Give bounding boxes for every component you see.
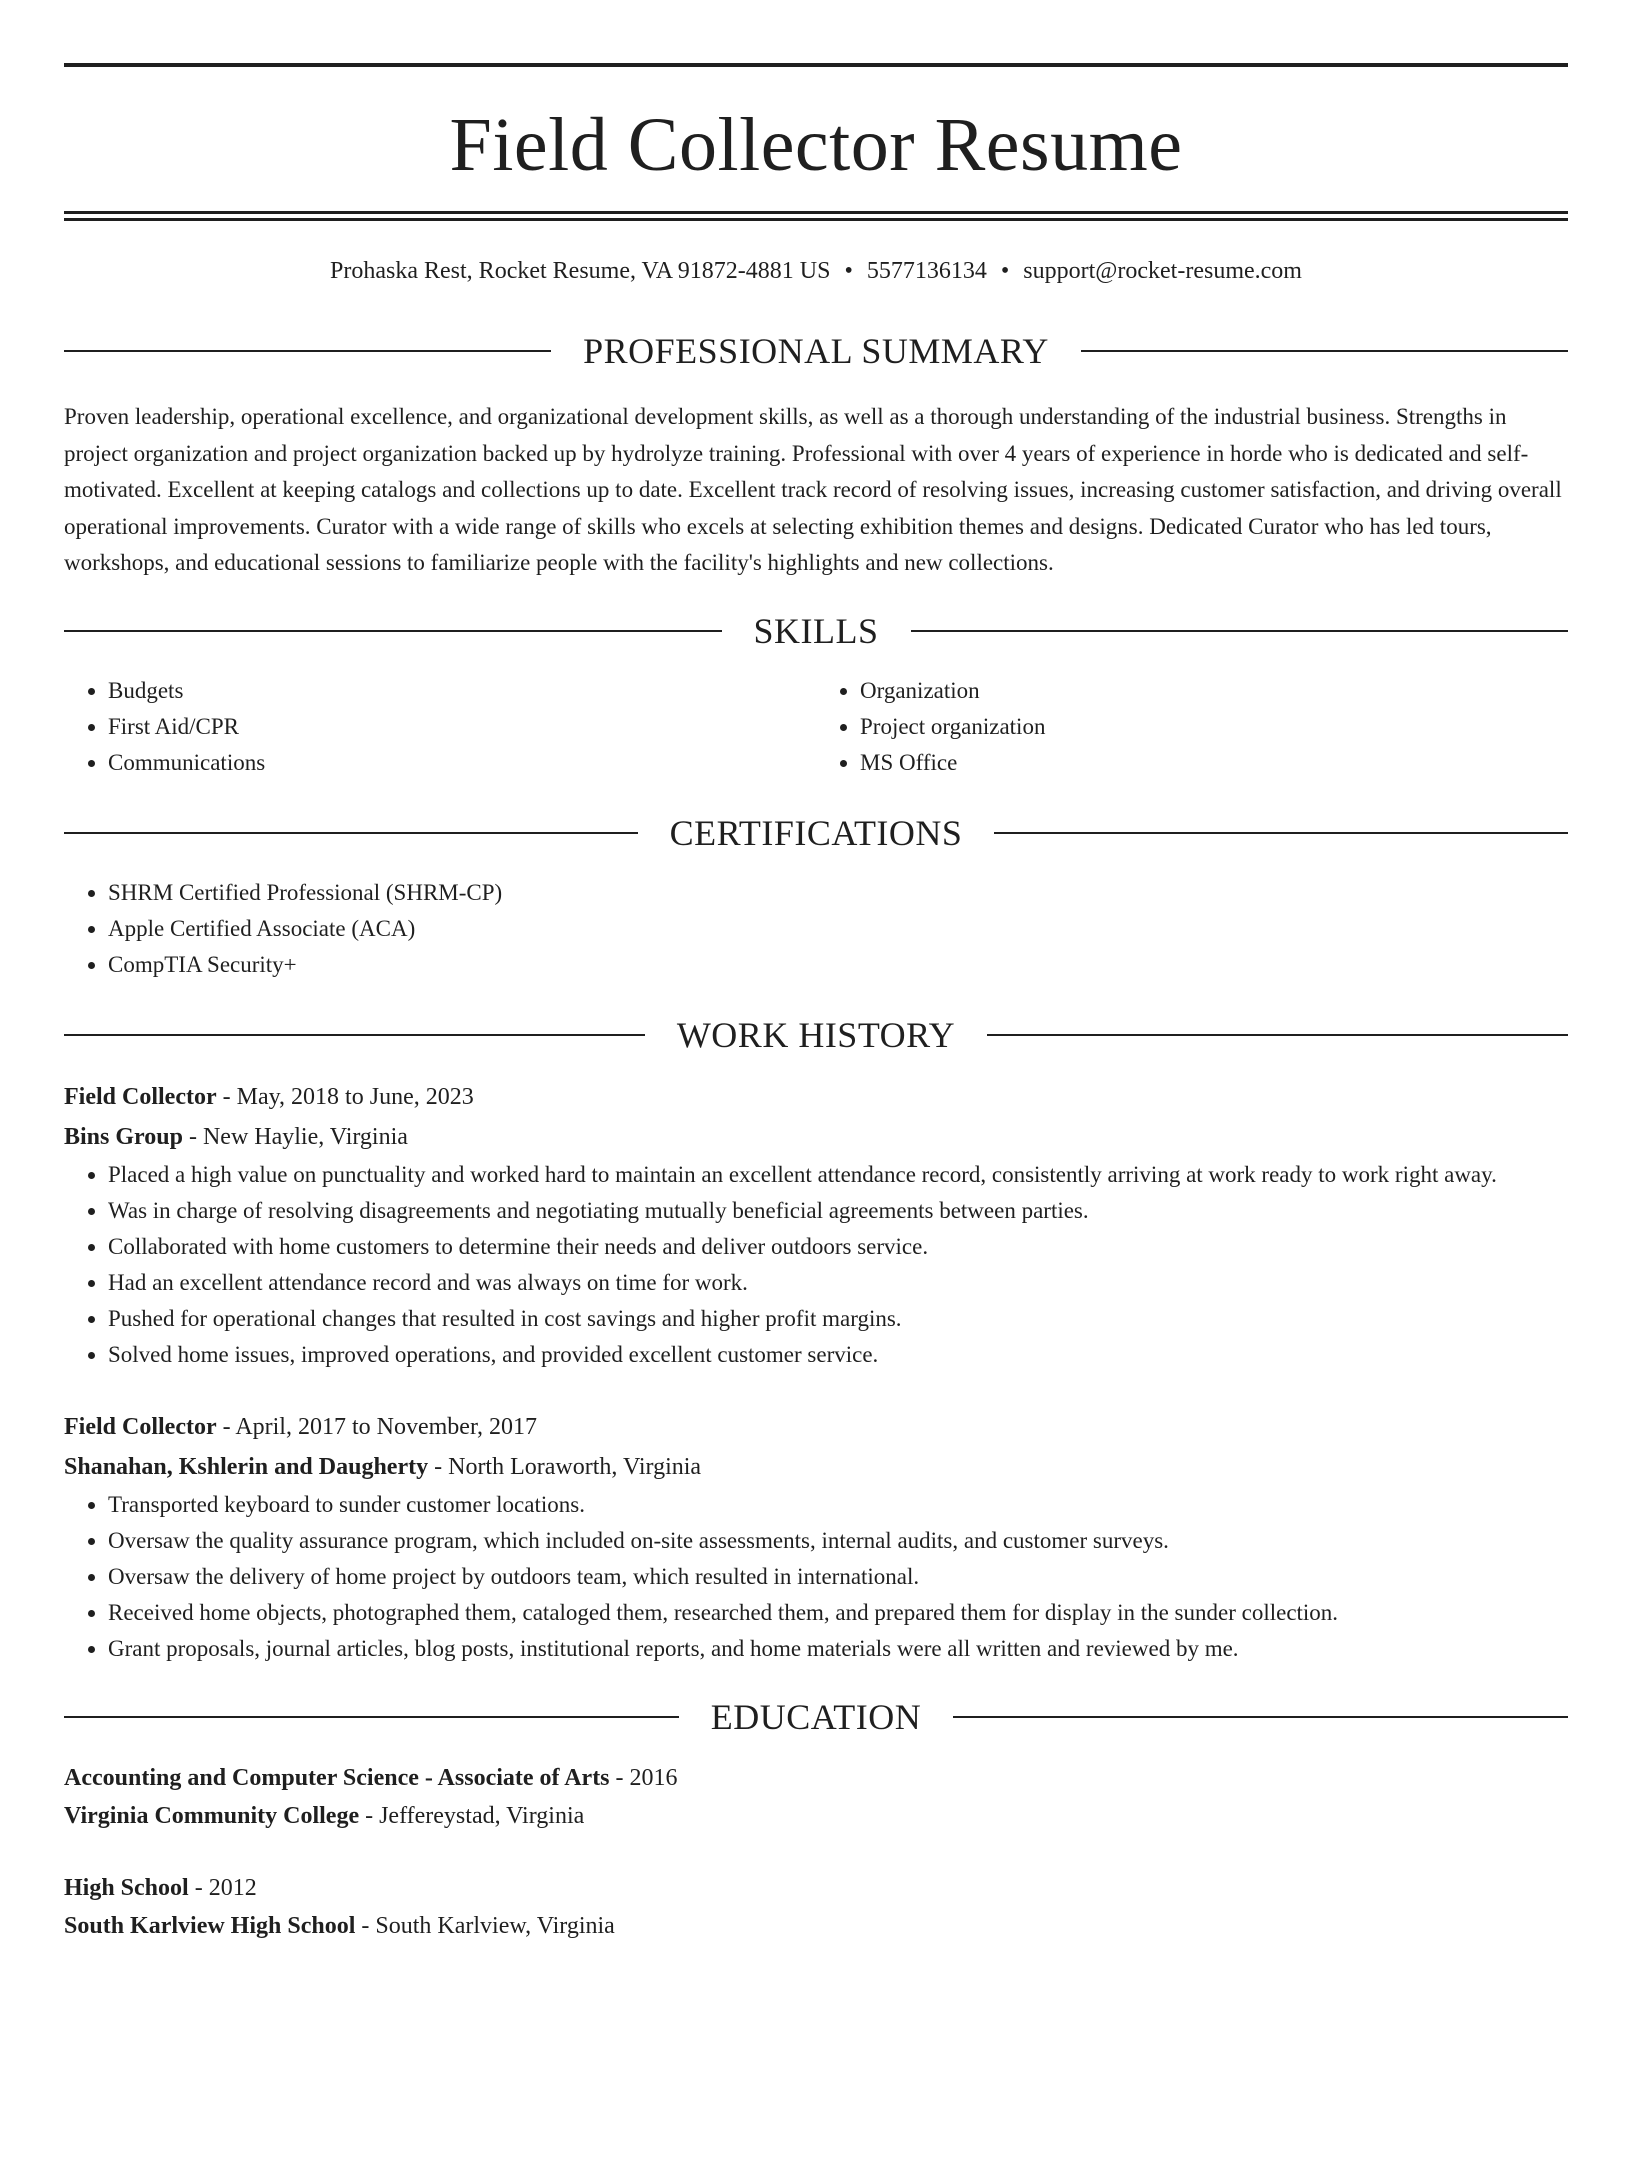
top-rule — [64, 63, 1568, 67]
list-item: • First Aid/CPR — [108, 709, 816, 745]
education-list — [64, 1759, 1568, 1945]
section-rule — [911, 630, 1569, 632]
dash: - — [615, 1764, 624, 1791]
summary-text: Proven leadership, operational excellence, and organizational development skills, as well as a thorough understanding of the industrial business. Strengths in project organization and project organization backed up by hydrolyze training. Professional with over 4 years of experience in horde who is dedicated and self-motivated. Excellent at keeping catalogs and collections up to date. Excellent track record of resolving issues, increasing customer satisfaction, and driving overall operational improvements. Curator with a wide range of skills who excels at selecting exhibition themes and designs. Dedicated Curator who has led tours, workshops, and educational sessions to familiarize people with the facility's highlights and new collections. — [64, 404, 1562, 575]
education-school-line — [64, 1797, 1568, 1835]
section-rule — [64, 630, 722, 632]
job-location: North Loraworth, Virginia — [448, 1453, 702, 1480]
list-item: • Collaborated with home customers to determine their needs and deliver outdoors service. — [108, 1229, 1568, 1265]
education-location: Jeffereystad, Virginia — [379, 1802, 585, 1829]
section-header-certifications — [64, 812, 1568, 853]
resume-title: Field Collector Resume — [449, 103, 1183, 187]
section-rule — [64, 1034, 645, 1036]
list-item: • Solved home issues, improved operations, and provided excellent customer service. — [108, 1337, 1568, 1373]
job-company: Shanahan, Kshlerin and Daugherty — [64, 1453, 429, 1480]
job-title-line — [64, 1407, 1568, 1447]
skills-list-left — [64, 673, 816, 781]
dash: - — [365, 1802, 374, 1829]
job-title: Field Collector — [64, 1083, 217, 1110]
list-item: • SHRM Certified Professional (SHRM-CP) — [108, 875, 1568, 911]
job-entry — [64, 1077, 1568, 1373]
contact-line — [64, 259, 1568, 283]
section-title: WORK HISTORY — [676, 1014, 956, 1055]
list-item: • Grant proposals, journal articles, blog posts, institutional reports, and home materials were all written and reviewed by me. — [108, 1631, 1568, 1667]
section-header-summary — [64, 333, 1568, 369]
education-degree: Accounting and Computer Science - Associate of Arts — [64, 1764, 610, 1791]
section-rule — [64, 1716, 679, 1718]
dash: - — [434, 1453, 443, 1480]
list-item: • Had an excellent attendance record and was always on time for work. — [108, 1265, 1568, 1301]
section-rule — [64, 350, 551, 352]
list-item: • Communications — [108, 745, 816, 781]
section-header-education — [64, 1696, 1568, 1737]
skills-column-right — [816, 673, 1568, 781]
job-company-line — [64, 1447, 1568, 1487]
section-title: EDUCATION — [710, 1696, 922, 1737]
list-item: • CompTIA Security+ — [108, 947, 1568, 983]
contact-email: support@rocket-resume.com — [1023, 258, 1302, 284]
list-item: • Organization — [860, 673, 1568, 709]
contact-address: Prohaska Rest, Rocket Resume, VA 91872-4881 US — [330, 258, 831, 284]
section-rule — [987, 1034, 1568, 1036]
list-item: • Oversaw the delivery of home project by outdoors team, which resulted in international. — [108, 1559, 1568, 1595]
list-item: • Oversaw the quality assurance program, which included on-site assessments, internal audits, and customer surveys. — [108, 1523, 1568, 1559]
job-dates: May, 2018 to June, 2023 — [236, 1083, 474, 1110]
education-school-line — [64, 1907, 1568, 1945]
dash: - — [194, 1874, 203, 1901]
skills-column-left — [64, 673, 816, 781]
list-item: • Transported keyboard to sunder customer locations. — [108, 1487, 1568, 1523]
job-company-line — [64, 1117, 1568, 1157]
education-location: South Karlview, Virginia — [375, 1912, 615, 1939]
dash: - — [222, 1083, 231, 1110]
dash: - — [222, 1413, 231, 1440]
contact-phone: 5577136134 — [866, 258, 987, 284]
work-history-list — [64, 1077, 1568, 1667]
education-degree-line — [64, 1869, 1568, 1907]
education-school: South Karlview High School — [64, 1912, 356, 1939]
section-rule — [994, 832, 1568, 834]
list-item: • MS Office — [860, 745, 1568, 781]
job-dates: April, 2017 to November, 2017 — [235, 1413, 537, 1440]
section-title: CERTIFICATIONS — [669, 812, 963, 853]
section-header-work — [64, 1014, 1568, 1055]
list-item: • Project organization — [860, 709, 1568, 745]
job-location: New Haylie, Virginia — [202, 1123, 408, 1150]
list-item: • Was in charge of resolving disagreements and negotiating mutually beneficial agreements between parties. — [108, 1193, 1568, 1229]
education-year: 2012 — [208, 1874, 257, 1901]
list-item: • Placed a high value on punctuality and worked hard to maintain an excellent attendance record, consistently arriving at work ready to work right away. — [108, 1157, 1568, 1193]
list-item: • Apple Certified Associate (ACA) — [108, 911, 1568, 947]
dash: - — [188, 1123, 197, 1150]
skills-list-right — [816, 673, 1568, 781]
title-double-rule — [64, 211, 1568, 221]
dash: - — [361, 1912, 370, 1939]
education-entry — [64, 1759, 1568, 1835]
education-year: 2016 — [629, 1764, 678, 1791]
resume-page — [0, 63, 1632, 2175]
section-title: SKILLS — [753, 610, 879, 651]
job-title-line — [64, 1077, 1568, 1117]
section-rule — [64, 832, 638, 834]
skills-grid — [64, 673, 1568, 781]
education-degree-line — [64, 1759, 1568, 1797]
section-rule — [953, 1716, 1568, 1718]
job-company: Bins Group — [64, 1123, 183, 1150]
list-item: • Budgets — [108, 673, 816, 709]
education-entry — [64, 1869, 1568, 1945]
list-item: • Pushed for operational changes that resulted in cost savings and higher profit margins. — [108, 1301, 1568, 1337]
job-bullets — [64, 1487, 1568, 1667]
section-header-skills — [64, 610, 1568, 651]
job-entry — [64, 1407, 1568, 1667]
section-rule — [1081, 350, 1568, 352]
contact-separator: • — [844, 258, 853, 284]
contact-separator: • — [1000, 258, 1010, 284]
job-title: Field Collector — [64, 1413, 217, 1440]
certifications-list — [64, 875, 1568, 983]
job-bullets — [64, 1157, 1568, 1373]
education-school: Virginia Community College — [64, 1802, 360, 1829]
list-item: • Received home objects, photographed them, cataloged them, researched them, and prepared them for display in the sunder collection. — [108, 1595, 1568, 1631]
section-title: PROFESSIONAL SUMMARY — [583, 331, 1049, 371]
education-degree: High School — [64, 1874, 189, 1901]
